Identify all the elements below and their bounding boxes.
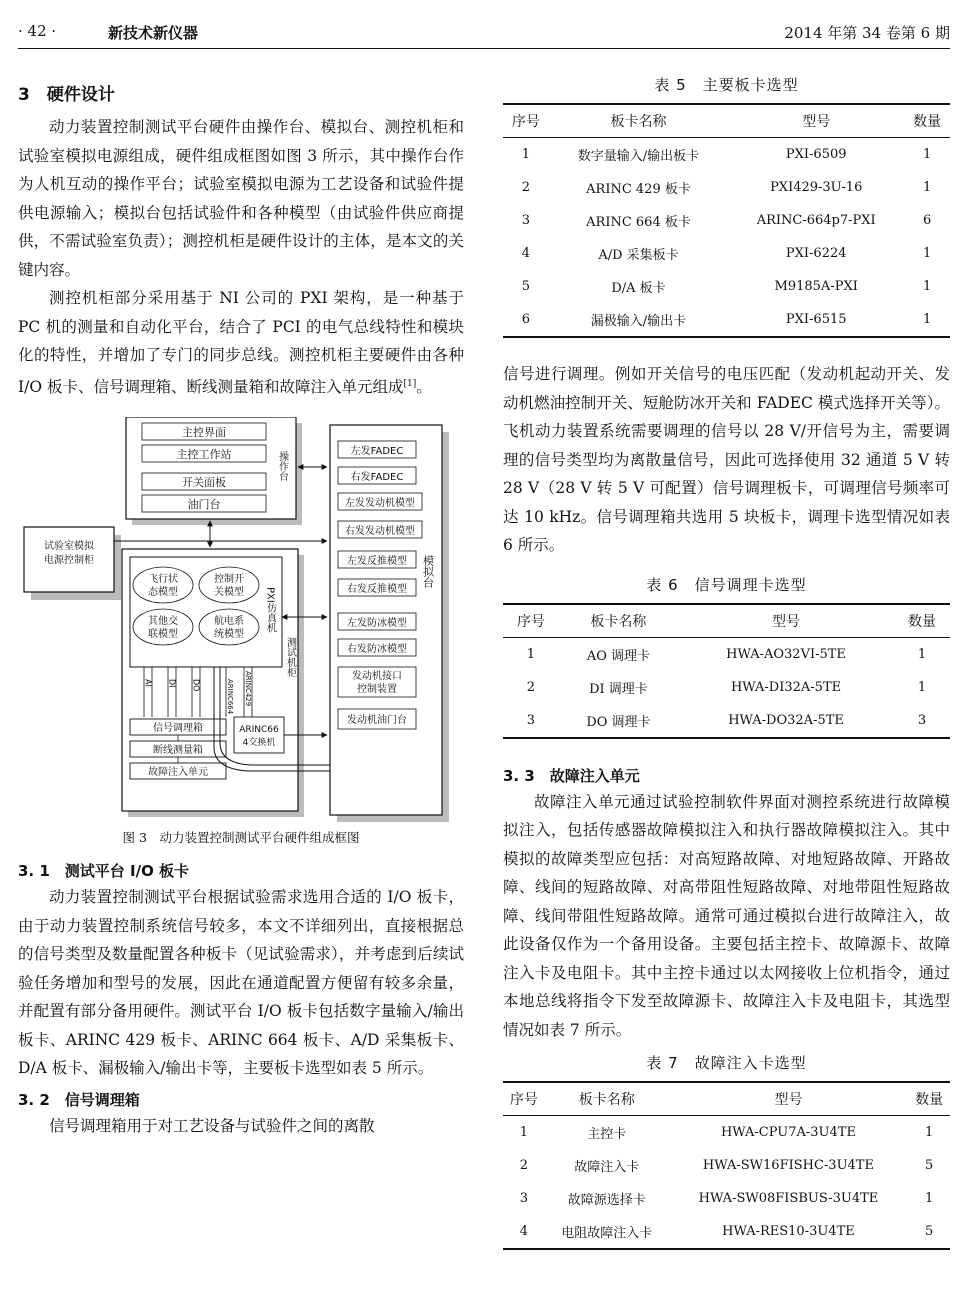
svg-text:发动机接口: 发动机接口 <box>352 671 402 683</box>
table-header: 数量 <box>904 104 950 138</box>
section-3-para-2-end: 。 <box>416 377 432 396</box>
table-7 <box>503 1081 950 1250</box>
bus-label-ai: AI <box>143 679 153 687</box>
table-row: 2 DI 调理卡 HWA-DI32A-5TE 1 <box>526 679 927 697</box>
table-6-caption: 表 6 信号调理卡选型 <box>646 575 807 594</box>
cabinet-box-1: 信号调理箱 <box>153 723 203 735</box>
running-header <box>18 20 950 49</box>
table-row: 1 AO 调理卡 HWA-AO32VI-5TE 1 <box>526 646 927 664</box>
table-row: 4 A/D 采集板卡 PXI-6224 1 <box>521 246 932 263</box>
section-3-2-para-cont: 信号进行调理。例如开关信号的电压匹配（发动机起动开关、发动机燃油控制开关、短舱防冰开关和 FADEC 模式选择开关等）。飞机动力装置系统需要调理的信号以 28 V/开信号为主，需要调理的信号类型均为离散量信号，因此可选择使用 32 通道 5 V 转 28 V（28 V 转 5 V 可配置）信号调理板卡，可调理信号频率可达 10 kHz。信号调理箱共选用 5 块板卡，调理卡选型情况如表 6 所示。 <box>503 365 950 554</box>
table-row: 2 ARINC 429 板卡 PXI429-3U-16 1 <box>521 180 932 197</box>
table-header: 数量 <box>908 1082 950 1116</box>
bus-label-arinc429: ARINC429 <box>244 671 252 707</box>
svg-text:4交换机: 4交换机 <box>242 738 276 749</box>
issue-info: 2014 年第 34 卷第 6 期 <box>784 24 950 42</box>
svg-text:控制装置: 控制装置 <box>357 684 397 696</box>
table-row: 1 主控卡 HWA-CPU7A-3U4TE 1 <box>519 1125 934 1142</box>
svg-text:ARINC66: ARINC66 <box>239 725 279 736</box>
console-item-4: 油门台 <box>187 498 221 512</box>
svg-text:左发发动机模型: 左发发动机模型 <box>345 498 415 510</box>
console-item-1: 主控界面 <box>182 426 226 440</box>
journal-name: 新技术新仪器 <box>108 24 199 42</box>
section-3-para-2 <box>18 284 464 401</box>
figure-3-caption: 图 3 动力装置控制测试平台硬件组成框图 <box>122 830 360 846</box>
svg-text:统模型: 统模型 <box>214 629 244 641</box>
table-header: 板卡名称 <box>559 604 678 638</box>
table-header: 序号 <box>503 104 549 138</box>
cabinet-label: 测试机柜 <box>284 637 296 678</box>
table-header: 序号 <box>503 604 559 638</box>
left-column <box>18 60 464 1140</box>
hardware-block-diagram <box>18 417 464 822</box>
section-3-2-para-start: 信号调理箱用于对工艺设备与试验件之间的离散 <box>49 1116 375 1135</box>
svg-text:态模型: 态模型 <box>148 587 178 599</box>
table-row: 3 DO 调理卡 HWA-DO32A-5TE 3 <box>503 704 950 738</box>
console-label: 操作台 <box>276 451 288 482</box>
cabinet-box-2: 断线测量箱 <box>153 745 203 757</box>
table-header: 数量 <box>894 604 950 638</box>
table-row: 3 故障源选择卡 HWA-SW08FISBUS-3U4TE 1 <box>519 1191 934 1208</box>
table-header: 板卡名称 <box>549 104 728 138</box>
power-label-1: 试验室模拟 <box>44 541 94 553</box>
svg-text:右发发动机模型: 右发发动机模型 <box>345 526 415 538</box>
table-header: 型号 <box>728 104 904 138</box>
svg-text:控制开: 控制开 <box>214 574 244 586</box>
table-header: 型号 <box>678 604 894 638</box>
bus-label-arinc664: ARINC664 <box>226 679 234 715</box>
table-7-caption: 表 7 故障注入卡选型 <box>646 1054 807 1072</box>
svg-text:左发防冰模型: 左发防冰模型 <box>347 618 407 630</box>
table-header: 序号 <box>503 1082 545 1116</box>
svg-text:关模型: 关模型 <box>214 587 244 599</box>
pxi-label: PXI仿真机 <box>264 587 276 633</box>
section-3-1-para: 动力装置控制测试平台根据试验需求选用合适的 I/O 板卡，由于动力装置控制系统信号较多，本文不详细列出，直接根据总的信号类型及数量配置各种板卡（见试验需求），并考虑到后续试验任务增加和型号的发展，因此在通道配置方便留有较多余量，并配置有部分备用硬件。测试平台 I/O 板卡包括数字量输入/输出板卡、ARINC 429 板卡、ARINC 664 板卡、A/D 采集板卡、D/A 板卡、漏极输入/输出卡等，主要板卡选型如表 5 所示。 <box>18 888 464 1078</box>
section-3-3-para: 故障注入单元通过试验控制软件界面对测控系统进行故障模拟注入，包括传感器故障模拟注入和执行器故障模拟注入。其中模拟的故障类型应包括：对高短路故障、对地短路故障、开路故障、线间的短路故障、对高带阻性短路故障、对地带阻性短路故障、线间带阻性短路故障。通常可通过模拟台进行故障注入，故此设备仅作为一个备用设备。主要包括主控卡、故障源卡、故障注入卡及电阻卡。其中主控卡通过以太网接收上位机指令，通过本地总线将指令下发至故障源卡、故障注入卡及电阻卡，其选型情况如表 7 所示。 <box>503 792 950 1039</box>
table-row: 2 故障注入卡 HWA-SW16FISHC-3U4TE 5 <box>519 1158 934 1175</box>
sim-label: 模拟台 <box>421 555 435 589</box>
svg-text:左发FADEC: 左发FADEC <box>350 446 404 458</box>
svg-text:发动机油门台: 发动机油门台 <box>347 715 407 727</box>
table-row: 4 电阻故障注入卡 HWA-RES10-3U4TE 5 <box>503 1215 950 1249</box>
table-row: 5 D/A 板卡 M9185A-PXI 1 <box>521 279 932 296</box>
svg-text:左发反推模型: 左发反推模型 <box>347 556 407 568</box>
section-3-para-1: 动力装置控制测试平台硬件由操作台、模拟台、测控机柜和试验室模拟电源组成，硬件组成框图如图 3 所示，其中操作台作为人机互动的操作平台；试验室模拟电源为工艺设备和试验件提供电源输入；模拟台包括试验件和各种模型（由试验件供应商提供，不需试验室负责）；测控机柜是硬件设计的主体，是本文的关键内容。 <box>18 118 464 279</box>
section-3-3-title: 3. 3 故障注入单元 <box>503 766 640 785</box>
bus-label-di: DI <box>167 679 177 688</box>
power-label-2: 电源控制柜 <box>44 555 94 567</box>
section-3-2-title: 3. 2 信号调理箱 <box>18 1090 140 1109</box>
svg-text:航电系: 航电系 <box>214 616 244 628</box>
svg-text:右发FADEC: 右发FADEC <box>350 472 404 484</box>
svg-text:联模型: 联模型 <box>148 629 178 641</box>
section-3-1-title: 3. 1 测试平台 I/O 板卡 <box>18 862 190 881</box>
table-header: 板卡名称 <box>545 1082 669 1116</box>
table-5 <box>503 103 950 338</box>
table-5-caption: 表 5 主要板卡选型 <box>654 76 799 94</box>
table-6 <box>503 603 950 739</box>
svg-text:右发防冰模型: 右发防冰模型 <box>347 644 407 656</box>
table-row: 3 ARINC 664 板卡 ARINC-664p7-PXI 6 <box>521 213 932 230</box>
citation-ref: [1] <box>403 378 417 389</box>
right-column <box>503 68 950 1250</box>
page-number: · 42 · <box>18 22 57 40</box>
bus-label-do: DO <box>191 679 201 692</box>
svg-text:右发反推模型: 右发反推模型 <box>347 584 407 596</box>
console-item-2: 主控工作站 <box>176 448 232 462</box>
table-row: 1 数字量输入/输出板卡 PXI-6509 1 <box>521 147 932 164</box>
table-header: 型号 <box>669 1082 909 1116</box>
console-item-3: 开关面板 <box>182 476 226 490</box>
svg-text:飞行状: 飞行状 <box>148 574 178 586</box>
svg-text:其他交: 其他交 <box>148 616 178 628</box>
section-3-title: 3 硬件设计 <box>18 85 115 105</box>
figure-3 <box>18 417 464 822</box>
table-row: 6 漏极输入/输出卡 PXI-6515 1 <box>503 303 950 337</box>
section-3-para-2-text: 测控机柜部分采用基于 NI 公司的 PXI 架构，是一种基于 PC 机的测量和自动化平台，结合了 PCI 的电气总线特性和模块化的特性，并增加了专门的同步总线。测控机柜主要硬件由各种 I/O 板卡、信号调理箱、断线测量箱和故障注入单元组成 <box>18 289 464 396</box>
cabinet-box-3: 故障注入单元 <box>148 767 208 779</box>
